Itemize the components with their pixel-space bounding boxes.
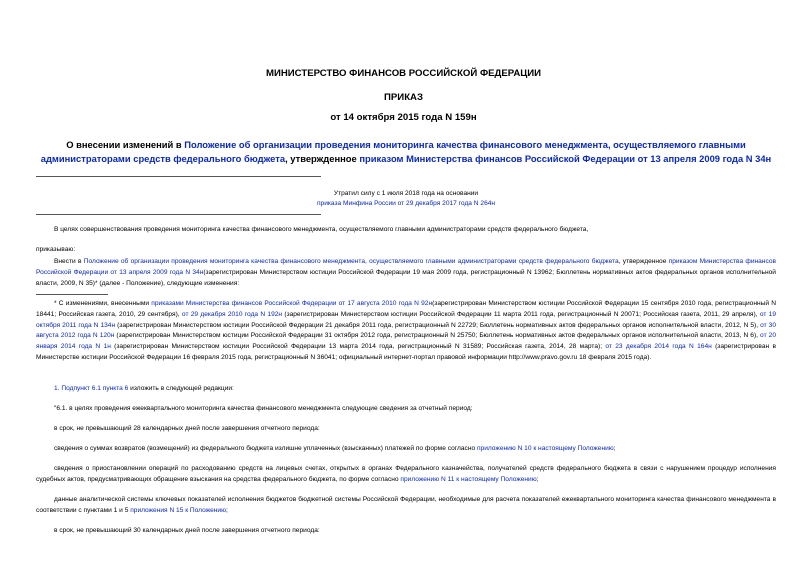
- order-34n-link[interactable]: приказом Министерства финансов Российской Федерации от 13 апреля 2009 года N 34н: [36, 258, 776, 276]
- loss-of-force-text: Утратил силу с 1 июля 2018 года на основании: [333, 190, 479, 197]
- item-1: [36, 384, 776, 395]
- preamble: В целях совершенствования проведения мониторинга качества финансового менеджмента, осуществляемого главными администраторами средств федерального бюджета,: [54, 226, 589, 233]
- title-text: О внесении изменений в: [66, 139, 185, 150]
- footnote-text: (зарегистрирован Министерством юстиции Российской Федерации 11 марта 2011 года, регистрационный N 20071; Российская газета, 2011, 29 апреля),: [282, 310, 760, 318]
- title-order-link[interactable]: приказом Министерства финансов Российской Федерации от 13 апреля 2009 года N 34н: [359, 152, 772, 164]
- regulation-link[interactable]: Положение об организации проведения мониторинга качества финансового менеджмента, осуществляемого главными администраторами средств федерального бюджета: [83, 258, 619, 265]
- item-text: ;: [613, 445, 616, 452]
- amendment-link-164n[interactable]: от 23 декабря 2014 года N 164н: [605, 343, 712, 351]
- ministry-heading: МИНИСТЕРСТВО ФИНАНСОВ РОССИЙСКОЙ ФЕДЕРАЦИИ: [265, 68, 542, 79]
- repeal-order-link[interactable]: приказа Минфина России от 29 декабря 2017 года N 264н: [316, 200, 496, 207]
- appendix-15-link[interactable]: приложения N 15 к Положению: [130, 506, 227, 514]
- amendment-link-192n[interactable]: от 29 декабря 2010 года N 192н: [181, 310, 283, 318]
- document-title: [36, 138, 776, 165]
- amendment-link-134n[interactable]: от 19 октября 2011 года N 134н: [36, 310, 776, 329]
- footnote: [36, 299, 776, 364]
- date-number-heading: от 14 октября 2015 года N 159н: [330, 112, 477, 123]
- doc-type-heading: ПРИКАЗ: [384, 92, 423, 103]
- deadline-28-days: в срок, не превышающий 28 календарных дней после завершения отчетного периода:: [54, 425, 320, 432]
- amendment-link-1n[interactable]: от 20 января 2014 года N 1н: [36, 332, 776, 351]
- footnote-text: (зарегистрирован Министерством юстиции Российской Федерации 31 октября 2012 года, регистрационный N 25750; Бюллетень нормативных актов федеральных органов исполнительной власти, 2013, N 6),: [114, 332, 761, 340]
- paragraph-1: [36, 257, 776, 289]
- title-text: , утвержденное: [285, 152, 360, 164]
- footnote-text: (зарегистрирован в Министерстве юстиции Российской Федерации 16 февраля 2015 года, регистрационный N 36041; официальный интернет-портал правовой информации http://www.pravo.gov.ru 18 февраля 2015 года).: [36, 343, 776, 361]
- para-text: (зарегистрирован Министерством юстиции Российской Федерации 19 мая 2009 года, регистрационный N 13962; Бюллетень нормативных актов федеральных органов исполнительной власти, 2009, N 35)* (далее - Положение), следующие изменения:: [36, 268, 776, 287]
- item-text: сведения о приостановлении операций по расходованию средств на лицевых счетах, открытых в органах Федерального казначейства, получателей средств федерального бюджета в связи с нарушением процедур исполнения судебных актов, предусматривающих обращение взыскания на средства федерального бюджета, по форме согласно: [36, 465, 776, 483]
- title-regulation-link[interactable]: Положение об организации проведения мониторинга качества финансового менеджмента, осуществляемого главными администраторами средств федерального бюджета: [40, 139, 746, 164]
- footnote-text: (зарегистрирован Министерством юстиции Российской Федерации 13 марта 2014 года, регистрационный N 31589; Российская газета, 2014, 28 марта);: [110, 343, 606, 351]
- item-text: изложить в следующей редакции:: [128, 385, 234, 392]
- footnote-divider: [36, 294, 108, 295]
- para-text: Внести в: [54, 258, 84, 265]
- divider: [36, 214, 321, 215]
- refund-info: [36, 444, 776, 455]
- suspension-info: [36, 464, 776, 486]
- subclause-link[interactable]: 1. Подпункт 6.1 пункта 6: [54, 385, 129, 392]
- footnote-text: (зарегистрирован Министерством юстиции Российской Федерации 15 сентября 2010 года, регистрационный N 18441; Российская газета, 2010, 29 сентября),: [36, 300, 776, 318]
- analytics-info: [36, 495, 776, 517]
- para-text: , утвержденное: [618, 258, 669, 265]
- divider: [36, 176, 321, 177]
- item-text: сведения о суммах возвратов (возмещений) из федерального бюджета излишне уплаченных (взысканных) платежей по форме согласно: [54, 445, 477, 452]
- item-text: ;: [536, 475, 539, 483]
- quote-6-1: "6.1. в целях проведения ежеквартального мониторинга качества финансового менеджмента следующие сведения за отчетный период:: [54, 405, 473, 412]
- footnote-text: (зарегистрирован Министерством юстиции Российской Федерации 21 декабря 2011 года, регистрационный N 22729; Бюллетень нормативных актов федеральных органов исполнительной власти, 2012, N 5),: [115, 321, 761, 329]
- loss-of-force-note: [36, 189, 776, 209]
- footnote-text: * С изменениями, внесенными: [54, 300, 152, 307]
- amendment-link-120n[interactable]: от 30 августа 2012 года N 120н: [36, 321, 776, 340]
- appendix-10-link[interactable]: приложению N 10 к настоящему Положению: [476, 445, 614, 452]
- amendment-link-92n[interactable]: приказами Министерства финансов Российской Федерации от 17 августа 2010 года N 92н: [151, 300, 433, 307]
- item-text: данные аналитической системы ключевых показателей исполнения бюджетов бюджетной системы Российской Федерации, необходимые для расчета показателей ежеквартального мониторинга качества финансового менеджмента в соответствии с пунктами 1 и 5: [36, 496, 776, 514]
- item-text: ;: [226, 506, 228, 514]
- appendix-11-link[interactable]: приложению N 11 к настоящему Положению: [400, 475, 537, 483]
- order-word: приказываю:: [36, 246, 76, 253]
- deadline-30-days: в срок, не превышающий 30 календарных дней после завершения отчетного периода:: [54, 527, 320, 534]
